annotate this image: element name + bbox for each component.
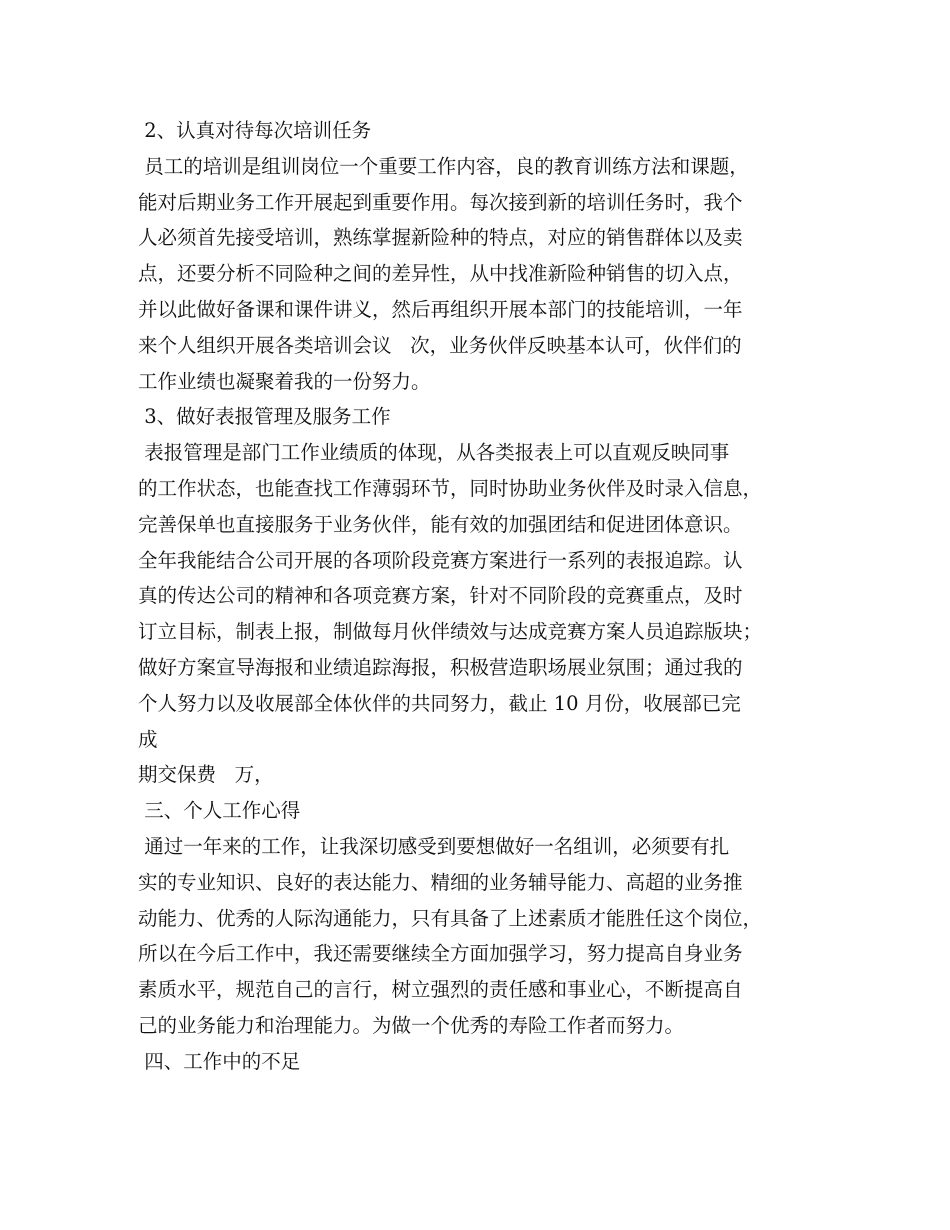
paragraph-line: 做好方案宣导海报和业绩追踪海报，积极营造职场展业氛围；通过我的 bbox=[138, 655, 743, 679]
paragraph-line: 成 bbox=[138, 727, 158, 751]
paragraph-line: 实的专业知识、良好的表达能力、精细的业务辅导能力、高超的业务推 bbox=[138, 870, 743, 894]
paragraph-line: 动能力、优秀的人际沟通能力，只有具备了上述素质才能胜任这个岗位， bbox=[138, 906, 763, 930]
paragraph-line: 个人努力以及收展部全体伙伴的共同努力，截止 10 月份，收展部已完 bbox=[138, 691, 741, 715]
paragraph-line: 素质水平，规范自己的言行，树立强烈的责任感和事业心，不断提高自 bbox=[138, 978, 743, 1002]
heading-personal-experience: 三、个人工作心得 bbox=[138, 799, 301, 823]
paragraph-line: 点，还要分析不同险种之间的差异性，从中找准新险种销售的切入点， bbox=[138, 262, 743, 286]
paragraph-line: 订立目标，制表上报，制做每月伙伴绩效与达成竞赛方案人员追踪版块； bbox=[138, 620, 763, 644]
paragraph-line: 真的传达公司的精神和各项竞赛方案，针对不同阶段的竞赛重点，及时 bbox=[138, 584, 743, 608]
paragraph-line: 并以此做好备课和课件讲义，然后再组织开展本部门的技能培训，一年 bbox=[138, 297, 743, 321]
paragraph-line: 来个人组织开展各类培训会议 次，业务伙伴反映基本认可，伙伴们的 bbox=[138, 333, 742, 357]
document-body bbox=[138, 113, 828, 1080]
paragraph-line: 己的业务能力和治理能力。为做一个优秀的寿险工作者而努力。 bbox=[138, 1013, 685, 1037]
paragraph-line: 员工的培训是组训岗位一个重要工作内容，良的教育训练方法和课题， bbox=[138, 154, 749, 178]
heading-training-tasks: 2、认真对待每次培训任务 bbox=[138, 119, 372, 142]
paragraph-line: 能对后期业务工作开展起到重要作用。每次接到新的培训任务时，我个 bbox=[138, 190, 743, 214]
paragraph-line: 期交保费 万， bbox=[138, 763, 274, 787]
paragraph-line: 人必须首先接受培训，熟练掌握新险种的特点，对应的销售群体以及卖 bbox=[138, 226, 743, 250]
paragraph-line: 所以在今后工作中，我还需要继续全方面加强学习，努力提高自身业务 bbox=[138, 942, 743, 966]
paragraph-line: 完善保单也直接服务于业务伙伴，能有效的加强团结和促进团体意识。 bbox=[138, 512, 743, 536]
paragraph-line: 的工作状态，也能查找工作薄弱环节，同时协助业务伙伴及时录入信息， bbox=[138, 476, 763, 500]
paragraph-line: 工作业绩也凝聚着我的一份努力。 bbox=[138, 369, 431, 393]
paragraph-line: 通过一年来的工作，让我深切感受到要想做好一名组训，必须要有扎 bbox=[138, 834, 730, 858]
paragraph-line: 全年我能结合公司开展的各项阶段竞赛方案进行一系列的表报追踪。认 bbox=[138, 548, 743, 572]
paragraph-line: 表报管理是部门工作业绩质的体现，从各类报表上可以直观反映同事 bbox=[138, 441, 730, 465]
heading-report-management: 3、做好表报管理及服务工作 bbox=[138, 405, 391, 429]
heading-shortcomings: 四、工作中的不足 bbox=[138, 1049, 301, 1073]
